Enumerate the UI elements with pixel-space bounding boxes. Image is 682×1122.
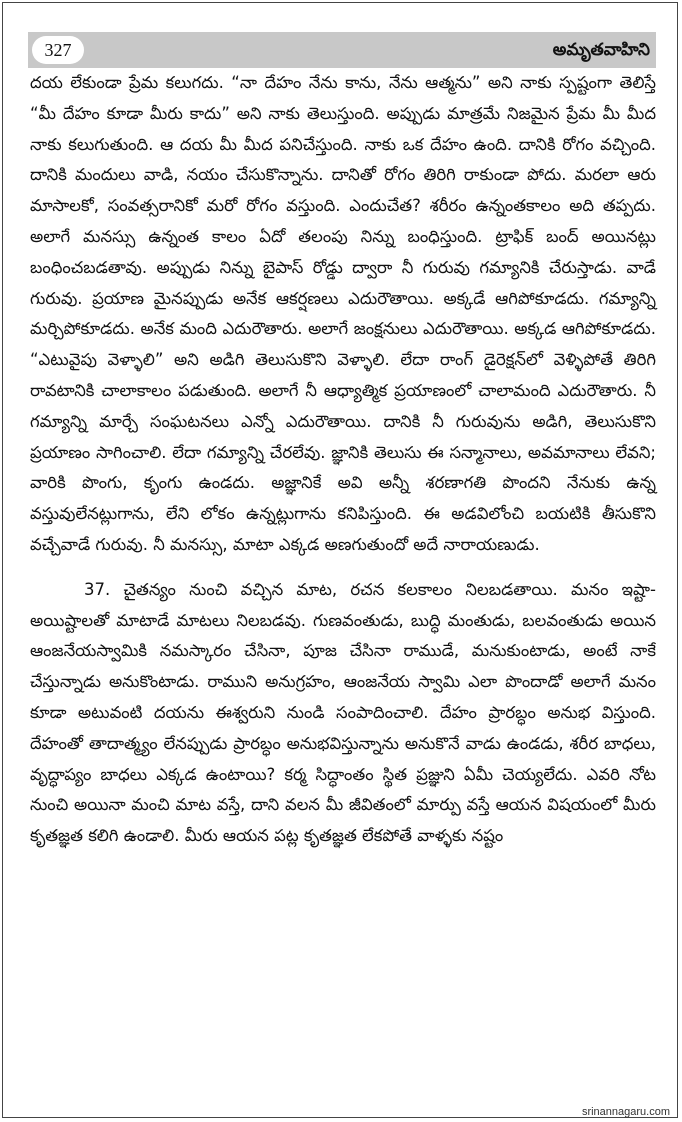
page-number: 327 bbox=[32, 36, 84, 64]
paragraph-1: దయ లేకుండా ప్రేమ కలుగదు. “నా దేహం నేను కాను, నేను ఆత్మను” అని నాకు స్పష్టంగా తెలిస్తే “మీ దేహం కూడా మీరు కాదు” అని నాకు తెలుస్తుంది. అప్పుడు మాత్రమే నిజమైన ప్రేమ మీ మీద నాకు కలుగుతుంది. ఆ దయ మీ మీద పనిచేస్తుంది. నాకు ఒక దేహం ఉంది. దానికి రోగం వచ్చింది. దానికి మందులు వాడి, నయం చేసుకొన్నాను. దానితో రోగం తిరిగి రాకుండా పోదు. మరలా ఆరు మాసాలకో, సంవత్సరానికో మరో రోగం వస్తుంది. ఎందుచేత? శరీరం ఉన్నంతకాలం అది తప్పదు. అలాగే మనస్సు ఉన్నంత కాలం ఏదో తలంపు నిన్ను బంధిస్తుంది. ట్రాఫిక్ బంద్ అయినట్లు బంధించబడతావు. అప్పుడు నిన్ను బైపాస్ రోడ్డు ద్వారా నీ గురువు గమ్యానికి చేరుస్తాడు. వాడే గురువు. ప్రయాణ మైనప్పుడు అనేక ఆకర్షణలు ఎదురౌతాయి. అక్కడే ఆగిపోకూడదు. గమ్యాన్ని మర్చిపోకూడదు. అనేక మంది ఎదురౌతారు. అలాగే జంక్షనులు ఎదురౌతాయి. అక్కడ ఆగిపోకూడదు. “ఎటువైపు వెళ్ళాలి” అని అడిగి తెలుసుకొని వెళ్ళాలి. లేదా రాంగ్ డైరెక్షన్‌లో వెళ్ళిపోతే తిరిగి రావటానికి చాలాకాలం పడుతుంది. అలాగే నీ ఆధ్యాత్మిక ప్రయాణంలో చాలామంది ఎదురౌతారు. నీ గమ్యాన్ని మార్చే సంఘటనలు ఎన్నో ఎదురౌతాయి. దానికి నీ గురువును అడిగి, తెలుసుకొని ప్రయాణం సాగించాలి. లేదా గమ్యాన్ని చేరలేవు. జ్ఞానికి తెలుసు ఈ సన్మానాలు, అవమానాలు లేవని; వారికి పొంగు, కృంగు ఉండదు. అజ్ఞానికే అవి అన్నీ శరణాగతి పొందని నేనుకు ఉన్న వస్తువులేనట్లుగాను, లేని లోకం ఉన్నట్లుగాను కనిపిస్తుంది. ఈ అడవిలోంచి బయటికి తీసుకొని వచ్చేవాడే గురువు. నీ మనస్సు, మాటా ఎక్కడ అణగుతుందో అదే నారాయణుడు. bbox=[30, 73, 656, 554]
paragraph-number: 37. bbox=[84, 579, 111, 599]
paragraph-2 bbox=[30, 575, 656, 852]
book-title: అమృతవాహిని bbox=[552, 40, 650, 60]
website-watermark: srinannagaru.com bbox=[581, 1106, 670, 1118]
paragraph-2-text: చైతన్యం నుంచి వచ్చిన మాట, రచన కలకాలం నిలబడతాయి. మనం ఇష్టా-అయిష్టాలతో మాటాడే మాటలు నిలబడవు. గుణవంతుడు, బుద్ధి మంతుడు, బలవంతుడు అయిన ఆంజనేయస్వామికి నమస్కారం చేసినా, పూజ చేసినా రాముడే, మనుకుంటాడు, అంటే నాకే చేస్తున్నాడు అనుకొంటాడు. రాముని అనుగ్రహం, ఆంజనేయ స్వామి ఎలా పొందాడో అలాగే మనం కూడా అటువంటి దయను ఈశ్వరుని నుండి సంపాదించాలి. దేహం ప్రారబ్ధం అనుభ విస్తుంది. దేహంతో తాదాత్మ్యం లేనప్పుడు ప్రారబ్ధం అనుభవిస్తున్నాను అనుకొనే వాడు ఉండడు, శరీర బాధలు, వృద్ధాప్యం బాధలు ఎక్కడ ఉంటాయి? కర్మ సిద్ధాంతం స్థిత ప్రజ్ఞుని ఏమీ చెయ్యలేదు. ఎవరి నోట నుంచి అయినా మంచి మాట వస్తే, దాని వలన మీ జీవితంలో మార్పు వస్తే ఆయన విషయంలో మీరు కృతజ్ఞత కలిగి ఉండాలి. మీరు ఆయన పట్ల కృతజ్ఞత లేకపోతే వాళ్ళకు నష్టం bbox=[30, 579, 657, 846]
page-body bbox=[30, 68, 656, 852]
